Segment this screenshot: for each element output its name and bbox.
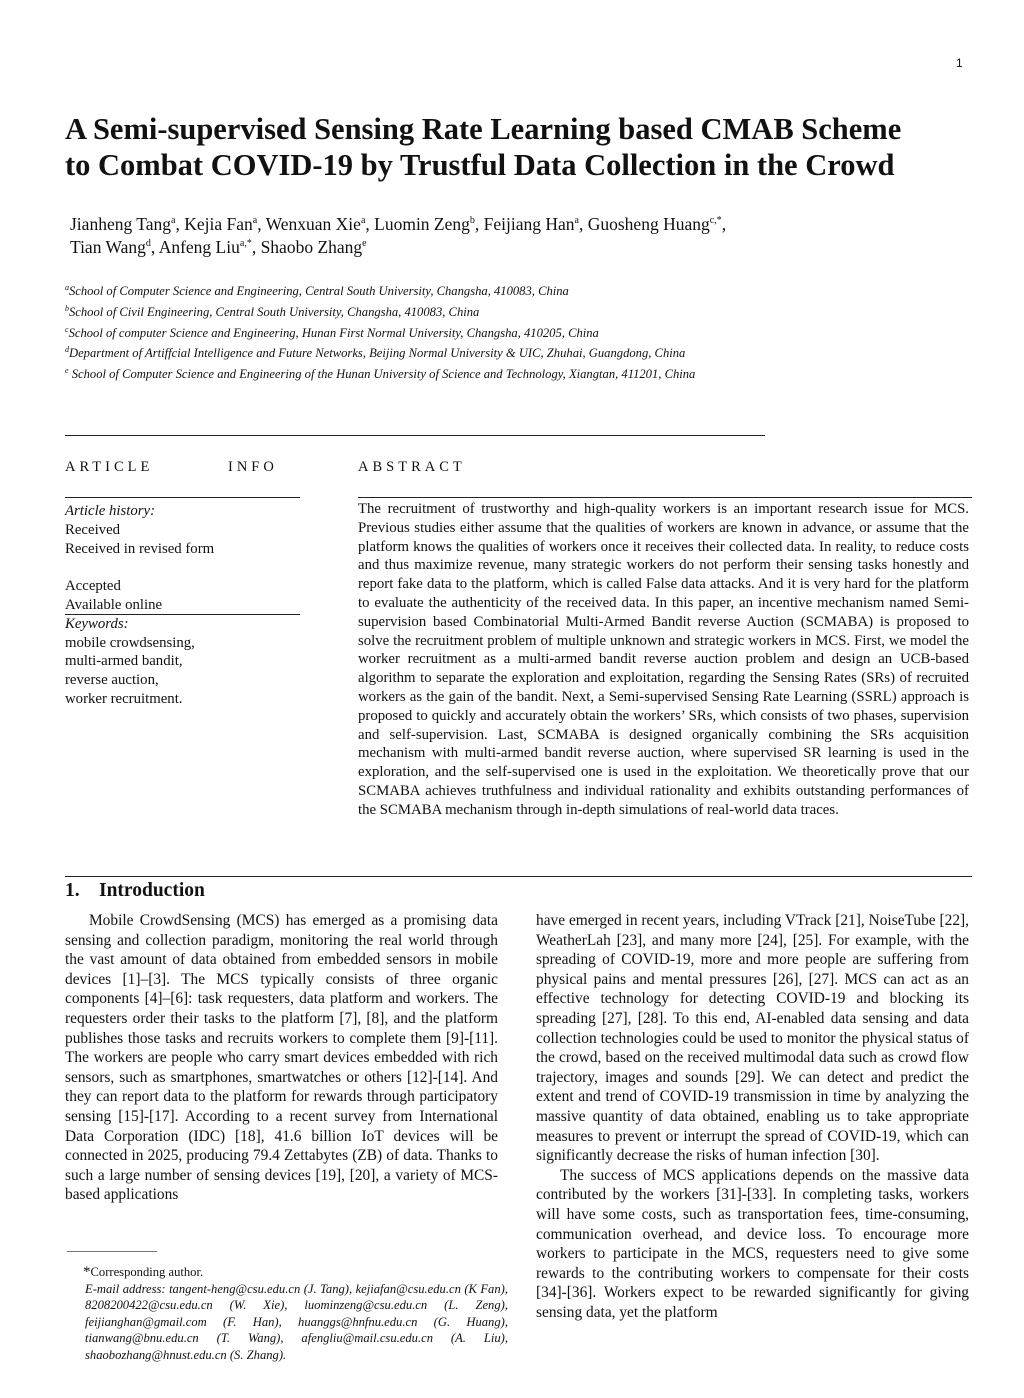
affiliation-item — [65, 281, 965, 302]
article-info — [65, 502, 300, 709]
history-label: Article history: — [65, 503, 155, 519]
paper-title — [65, 111, 985, 183]
abstract-text: The recruitment of trustworthy and high-quality workers is an important research issue for MCS. Previous studies either assume that the qualities of workers are known in advance, or assume that the platform knows the qualities of workers once it receives their collected data. In reality, to reduce costs and thus maximize revenue, many strategic workers do not perform their sensing tasks honestly and report fake data to the platform, which is called False data attacks. And it is very hard for the platform to evaluate the authenticity of the received data. In this paper, an incentive mechanism named Semi-supervision based Combinatorial Multi-Armed Bandit reverse Auction (SCMABA) is proposed to solve the recruitment problem of multiple unknown and strategic workers in MCS. First, we model the worker recruitment as a multi-armed bandit reverse auction problem and design an UCB-based algorithm to separate the exploration and exploitation, regarding the Sensing Rates (SRs) of recruited workers as the gain of the bandit. Next, a Semi-supervised Sensing Rate Learning (SSRL) approach is proposed to quickly and accurately obtain the workers’ SRs, which consists of two phases, supervision and self-supervision. Last, SCMABA is designed organically combining the SRs acquisition mechanism with multi-armed bandit reverse auction, where supervised SR learning is used in the exploration, and the self-supervised one is used in the exploitation. We theoretically prove that our SCMABA achieves truthfulness and individual rationality and exhibits outstanding performances of the SCMABA mechanism through in-depth simulations of real-world data traces. — [358, 501, 969, 818]
author-line-1: Jianheng Tang$^a$, Kejia Fan$^a$, Wenxuan Xie$^a$, Luomin Zeng$^b$, Feijiang Han$^a$, Guosheng Huang$^{c,*}$, — [70, 214, 727, 234]
body-column-left — [65, 911, 498, 1205]
affiliation-text: School of Computer Science and Engineering of the Hunan University of Science and Technology, Xiangtan, 411201, China — [68, 367, 696, 382]
introduction-heading — [65, 880, 205, 902]
keywords-label: Keywords: — [65, 615, 129, 632]
author-affil-mark: a — [574, 215, 579, 227]
abstract-heading: ABSTRACT — [358, 459, 466, 475]
author-affil-mark: b — [469, 215, 475, 227]
keyword-item: worker recruitment. — [65, 690, 183, 707]
author-affil-mark: a,* — [239, 238, 252, 250]
history-online: Available online — [65, 596, 163, 613]
corresponding-note — [65, 1264, 508, 1281]
intro-paragraph-1-continued: have emerged in recent years, including VTrack [21], NoiseTube [22], WeatherLah [23], and many more [24], [25]. For example, with the spreading of COVID-19, more and more people are suffering from physical pains and mental pressures [26], [27]. MCS can act as an effective technology for detecting COVID-19 and blocking its spreading [27], [28]. To this end, AI-enabled data sensing and data collection technologies could be used to monitor the physical status of the crowd, based on the received multimodal data such as crowd flow trajectory, images and sounds [29]. We can detect and predict the extent and trend of COVID-19 transmission in time by analyzing the massive quantity of data obtained, enabling us to take appropriate measures to prevent or interrupt the spread of COVID-19, which can significantly decrease the risks of human infection [30]. — [536, 912, 969, 1165]
author-affil-mark: e — [362, 238, 367, 250]
affiliations — [65, 281, 965, 385]
author-name: Jianheng Tang — [70, 214, 172, 234]
affiliation-item — [65, 302, 965, 323]
keyword-item: reverse auction, — [65, 672, 159, 689]
author-name: Guosheng Huang — [587, 214, 710, 234]
author-affil-mark: a — [360, 215, 366, 227]
abstract-rule-top — [358, 497, 972, 498]
affiliation-mark: b — [65, 303, 69, 313]
history-accepted: Accepted — [65, 578, 121, 595]
author-name: Shaobo Zhang — [260, 237, 363, 257]
author-name: Tian Wang — [70, 237, 146, 257]
title-line-2: to Combat COVID-19 by Trustful Data Collection in the Crowd — [65, 148, 895, 182]
affiliation-mark: d — [65, 345, 69, 355]
author-affil-mark: a — [252, 215, 258, 227]
section-title: Introduction — [99, 880, 205, 901]
section-number: 1. — [65, 880, 80, 901]
affiliation-mark: e — [65, 366, 69, 375]
author-affil-mark: d — [145, 238, 151, 250]
header-divider — [65, 435, 765, 436]
affiliation-item — [65, 343, 965, 364]
footnote — [65, 1264, 508, 1364]
intro-paragraph-2: The success of MCS applications depends on the massive data contributed by the workers [31]-[33]. In completing tasks, workers will have some costs, such as transportation fees, time-consuming, communication overhead, and device loss. To encourage more workers to participate in the MCS, requesters need to give some rewards to the contributing workers to compensate for their costs [34]-[36]. Workers expect to be rewarded significantly for giving sensing data, yet the platform — [536, 1166, 969, 1321]
affiliation-text: Department of Artiffcial Intelligence and Future Networks, Beijing Normal University & UIC, Zhuhai, Guangdong, China — [69, 346, 686, 361]
history-received: Received — [65, 521, 121, 538]
author-name: Anfeng Liu — [158, 237, 240, 257]
affiliation-item — [65, 323, 965, 344]
author-name: Luomin Zeng — [374, 214, 470, 234]
affiliation-mark: a — [65, 282, 69, 292]
affiliation-item — [65, 364, 965, 385]
article-info-heading-left: ARTICLE — [65, 459, 154, 475]
footnote-divider — [67, 1251, 157, 1252]
email-addresses: E-mail address: tangent-heng@csu.edu.cn (J. Tang), kejiafan@csu.edu.cn (K Fan), 8208200422@csu.edu.cn (W. Xie), luominzeng@csu.edu.cn (L. Zeng), feijianghan@gmail.com (F. Han), huanggs@hnfnu.edu.cn (G. Huang), tianwang@bnu.edu.cn (T. Wang), afengliu@mail.csu.edu.cn (A. Liu), shaobozhang@hnust.edu.cn (S. Zhang). — [85, 1281, 508, 1362]
affiliation-text: School of Civil Engineering, Central South University, Changsha, 410083, China — [69, 304, 480, 319]
keyword-item: mobile crowdsensing, — [65, 634, 195, 651]
corresponding-label: Corresponding author. — [90, 1265, 204, 1279]
asterisk-icon: * — [83, 1264, 91, 1280]
author-name: Kejia Fan — [184, 214, 253, 234]
page-number: 1 — [956, 56, 963, 70]
affiliation-mark: c — [65, 324, 69, 334]
history-revised: Received in revised form — [65, 540, 215, 557]
body-divider — [65, 876, 972, 877]
affiliation-text: School of computer Science and Engineering, Hunan First Normal University, Changsha, 410205, China — [68, 325, 599, 340]
author-name: Wenxuan Xie — [265, 214, 361, 234]
author-name: Feijiang Han — [483, 214, 575, 234]
body-column-right — [536, 911, 969, 1322]
title-line-1: A Semi-supervised Sensing Rate Learning based CMAB Scheme — [65, 112, 902, 146]
author-affil-mark: c,* — [709, 215, 722, 227]
article-info-rule-top — [65, 497, 300, 498]
keyword-item: multi-armed bandit, — [65, 653, 183, 670]
affiliation-text: School of Computer Science and Engineering, Central South University, Changsha, 410083, China — [69, 284, 569, 298]
author-line-2: Tian Wang$^d$, Anfeng Liu$^{a,*}$, Shaobo Zhang$^e$ — [70, 237, 367, 257]
author-list — [70, 213, 970, 259]
author-affil-mark: a — [171, 215, 176, 227]
intro-paragraph-1: Mobile CrowdSensing (MCS) has emerged as a promising data sensing and collection paradigm, monitoring the real world through the vast amount of data obtained from embedded sensors in mobile devices [1]–[3]. The MCS typically consists of three organic components [4]–[6]: task requesters, data platform and workers. The requesters order their tasks to the platform [7], [8], and the platform publishes those tasks and recruits workers to complete them [9]-[11]. The workers are people who carry smart devices embedded with rich sensors, such as smartphones, smartwatches or others [12]-[14]. And they can report data to the platform for rewards through participatory sensing [15]-[17]. According to a recent survey from International Data Corporation (IDC) [18], 41.6 billion IoT devices will be connected in 2025, producing 79.4 Zettabytes (ZB) of data. Thanks to such a large number of sensing devices [19], [20], a variety of MCS-based applications — [65, 912, 498, 1204]
article-info-heading-right: INFO — [228, 459, 278, 475]
